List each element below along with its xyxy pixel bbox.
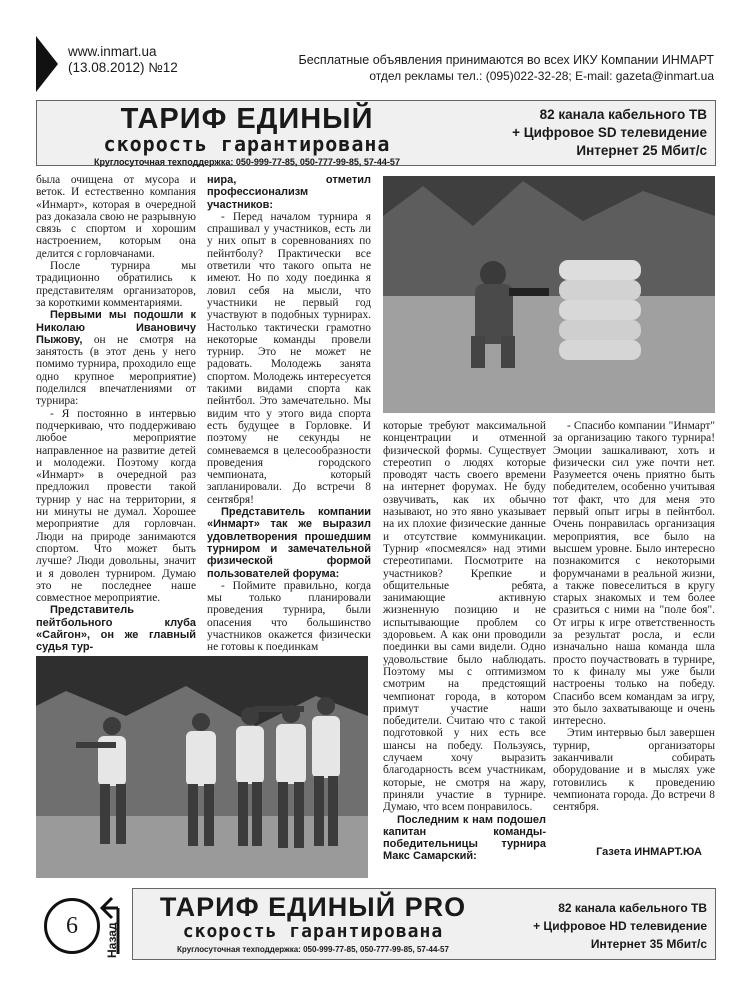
header-contacts: отдел рекламы тел.: (095)022-32-28; E-mail: gazeta@inmart.ua (369, 69, 714, 83)
ad-subtitle: скорость гарантирована (182, 921, 444, 942)
article-column-2 (207, 174, 371, 654)
paragraph: которые требуют максимальной концентрации и отменной физической формы. Существует стереотип о людях которые проводят часть своего времени на интернет форумах. Не буду озвучивать, как их обычно называют, но это явно указывает на их плохие физические данные и отсутствие коммуникации. Турнир «посмеялся» над этими стереотипами. Посмотрите на участников? Крепкие и общительные ребята, занимающие активную жизненную позицию и не испытывающие проблем со здоровьем. А как они проводили поединки вы сами видели. Одно удовольствие было наблюдать. Поэтому мы с оптимизмом смотрим на предстоящий чемпионат города, в котором примут участие наши победители. Считаю что с такой подготовкой у них есть все шансы на победу. Пользуясь, случаем хочу выразить благодарность всем участникам, которые, не смотря на жару, приняли участие в турнире. Думаю, что всем понравилось. (383, 420, 546, 814)
paintball-photo-team (36, 656, 368, 878)
paragraph-bold: Представитель компании «Инмарт» так же выразил удовлетворения прошедшим турниром и замечательной физической формой пользователей форума: (207, 506, 371, 580)
page-number: 6 (44, 898, 100, 954)
article-column-4 (553, 420, 715, 814)
ad-banner-bottom (132, 888, 716, 960)
header-triangle-icon (36, 36, 58, 92)
ad-title: ТАРИФ ЕДИНЫЙ PRO (159, 892, 467, 922)
article-column-1 (36, 174, 196, 654)
header-right (299, 52, 714, 84)
paintball-photo-tires (383, 176, 715, 413)
paragraph: - Поймите правильно, когда мы только планировали проведения турнира, были опасения что большинство участников окажется физически не готовы к поединкам (207, 579, 371, 654)
ad-line-1: 82 канала кабельного ТВ (558, 901, 707, 915)
paragraph: была очищена от мусора и веток. И естественно компания «Инмарт», которая в очередной раз доказала свою не разрывную связь с спортом и хорошим настроением, которым она делится с горловчанами. (36, 174, 196, 260)
header-notice: Бесплатные объявления принимаются во всех ИКУ Компании ИНМАРТ (298, 53, 714, 67)
ad-support: Круглосуточная техподдержка: 050-999-77-85, 050-777-99-85, 57-44-57 (177, 945, 449, 954)
ad-line-1: 82 канала кабельного ТВ (539, 107, 707, 122)
ad-line-3: Интернет 35 Мбит/с (590, 937, 707, 951)
back-link[interactable]: Назад (105, 922, 119, 958)
ad-support: Круглосуточная техподдержка: 050-999-77-85, 050-777-99-85, 57-44-57 (94, 157, 400, 167)
ad-subtitle: скорость гарантирована (103, 132, 391, 156)
ad-line-3: Интернет 25 Мбит/с (576, 143, 707, 158)
paragraph: - Я постоянно в интервью подчеркиваю, что поддерживаю любое мероприятие направленное на развитие детей и молодежи. Поэтому когда «Инмарт» в очередной раз предложил провести такой турнир у нас на территории, я ни минуты не думал. Хорошее мероприятие для горловчан. Люди на природе занимаются спортом. Что может быть лучше? Люди довольны, значит и я доволен турниром. Думаю это не последнее наше совместное мероприятие. (36, 407, 196, 605)
paragraph: После турнира мы традиционно обратились к представителям организаторов, за короткими комментариями. (36, 260, 196, 309)
paragraph: Первыми мы подошли к Николаю Ивановичу Пыжову, он не смотря на занятость (в этот день у него помимо турнира, проходило еще одно крупное мероприятие) поделился впечатлениями от турнира: (36, 309, 196, 408)
paragraph: - Спасибо компании "Инмарт" за организацию такого турнира! Эмоции зашкаливают, хоть и физически сил уже почти нет. Разумеется очень приятно быть победителем, особенно учитывая тот факт, что для меня это первый опыт игры в пейнтбол. Очень понравилась организация мероприятия, все было на высшем уровне. Было интересно познакомится с некоторыми форумчанами в реальной жизни, а также повеселиться в кругу старых знакомых и тем более сразиться с ними на "поле боя". От игры к игре ответственность за результат росла, и если изначально наша команда шла просто поучаствовать в турнире, то к финалу мы уже были настроены только на победу. Спасибо всем командам за игру, это было захватывающе и очень интересно. (553, 420, 715, 728)
ad-title: ТАРИФ ЕДИНЫЙ (120, 103, 374, 135)
photo-image (383, 176, 715, 413)
ad-banner-top (36, 100, 716, 166)
article-signature: Газета ИНМАРТ.ЮА (596, 846, 702, 858)
issue-date: (13.08.2012) №12 (68, 60, 178, 75)
paragraph: - Перед началом турнира я спрашивал у участников, есть ли у них опыт в соревнованиях по пейнтболу? Практически все ответили что такого опыта не имеют. Но по ходу поединка я ловил себя на мысли, что участники не первый год участвуют в подобных турнирах. Настолько тактически грамотно некоторые команды провели турнир. Это не может не радовать. Молодежь занята спортом. Молодежь интересуется такими видами спорта как пейнтбол. Это замечательно. Мы видим что у этого вида спорта есть будущее в Горловке. И поэтому не секунды не сомневаемся в целесообразности проведения городского чемпионата, который запланировали. До встречи 8 сентября! (207, 210, 371, 506)
paragraph-bold: Последним к нам подошел капитан команды-победительницы турнира Макс Самарский: (383, 813, 546, 863)
paragraph: Этим интервью был завершен турнир, организаторы заканчивали собирать оборудование и в мыслях уже готовились к проведению чемпионата города. До встречи 8 сентября. (553, 727, 715, 814)
paragraph-bold: нира, отметил профессионализм участников: (207, 174, 371, 211)
ad-line-2: + Цифровое SD телевидение (512, 125, 707, 140)
header-left (68, 44, 178, 76)
paragraph-bold: Представитель пейтбольного клуба «Сайгон», он же главный судья тур- (36, 604, 196, 654)
ad-line-2: + Цифровое HD телевидение (533, 919, 707, 933)
article-column-3 (383, 420, 546, 863)
site-url[interactable]: www.inmart.ua (68, 44, 157, 59)
photo-image (36, 656, 368, 878)
